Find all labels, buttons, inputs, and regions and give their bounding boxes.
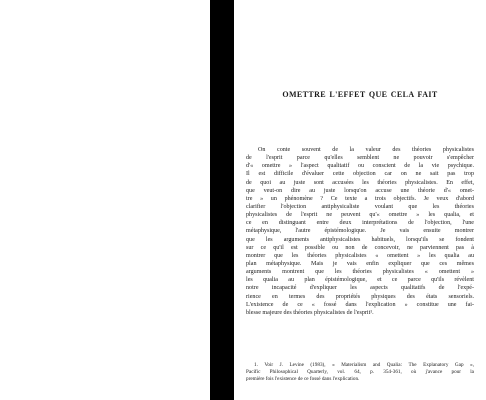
chapter-title: OMETTRE L'EFFET QUE CELA FAIT xyxy=(282,90,438,99)
book-gutter xyxy=(210,0,234,400)
body-line: plan métaphysique. Mais je vais enfin expliquer que ces mêmes xyxy=(246,260,474,267)
body-line: rience en termes des propriétés physiques des états sensoriels. xyxy=(246,293,474,300)
body-line: métaphysique, l'autre épistémologique. Je vais ensuite montrer xyxy=(246,228,474,235)
left-page-blank xyxy=(0,0,210,400)
body-line: blesse majeure des théories physicalistes de l'esprit¹. xyxy=(246,309,374,316)
body-line: que veut-on dire au juste lorsqu'on accuse une théorie d'« omet- xyxy=(246,187,474,194)
body-line: Il est difficile d'évaluer cette objection car on ne sait pas trop xyxy=(246,171,474,178)
body-line: arguments montrent que les théories physicalistes « omettent » xyxy=(246,269,474,276)
body-line: de l'esprit parce qu'elles semblent ne pouvoir s'empêcher xyxy=(246,155,474,162)
body-line: notre incapacité d'expliquer les aspects qualitatifs de l'expé- xyxy=(246,285,474,292)
body-line: sur ce qu'il est possible ou non de concevoir, ne parviennent pas à xyxy=(246,244,474,251)
body-line: montrer que les théories physicalistes « omettent » les qualia au xyxy=(246,252,474,259)
body-line: ce en distinguant entre deux interprétations de l'objection, l'une xyxy=(246,220,474,227)
body-line: les qualia au plan épistémologique, et ce parce qu'ils révèlent xyxy=(246,277,474,284)
body-line: On conte souvent de la valeur des théories physicalistes xyxy=(258,147,474,153)
footnote-line: première fois l'existence de ce fossé dans l'explication. xyxy=(246,376,360,383)
body-line: tre » un phénomène ? Ce texte a trois objectifs. Je veux d'abord xyxy=(246,195,474,202)
body-line: L'existence de ce « fossé dans l'explication » constitue une fai- xyxy=(246,301,474,308)
right-page xyxy=(234,0,486,400)
body-line: clarifier l'objection antiphysicaliste voulant que les théories xyxy=(246,203,474,210)
body-line: de quoi au juste sont accusées les théories physicalistes. En effet, xyxy=(246,179,474,186)
body-text xyxy=(246,146,474,317)
body-line: physicalistes de l'esprit ne peuvent qu'« omettre » les qualia, et xyxy=(246,212,474,219)
footnote xyxy=(246,362,474,384)
body-line: que les arguments antiphysicalistes habituels, lorsqu'ils se fondent xyxy=(246,236,474,243)
footnote-line: Pacific Philosophical Quarterly, vol. 64, p. 354-361, où j'avance pour la xyxy=(246,369,474,376)
body-line: d'« omettre » l'aspect qualitatif ou conscient de la vie psychique. xyxy=(246,163,474,170)
footnote-line: 1. Voir J. Levine (1983), « Materialism and Qualia: The Explanatory Gap », xyxy=(254,362,474,368)
